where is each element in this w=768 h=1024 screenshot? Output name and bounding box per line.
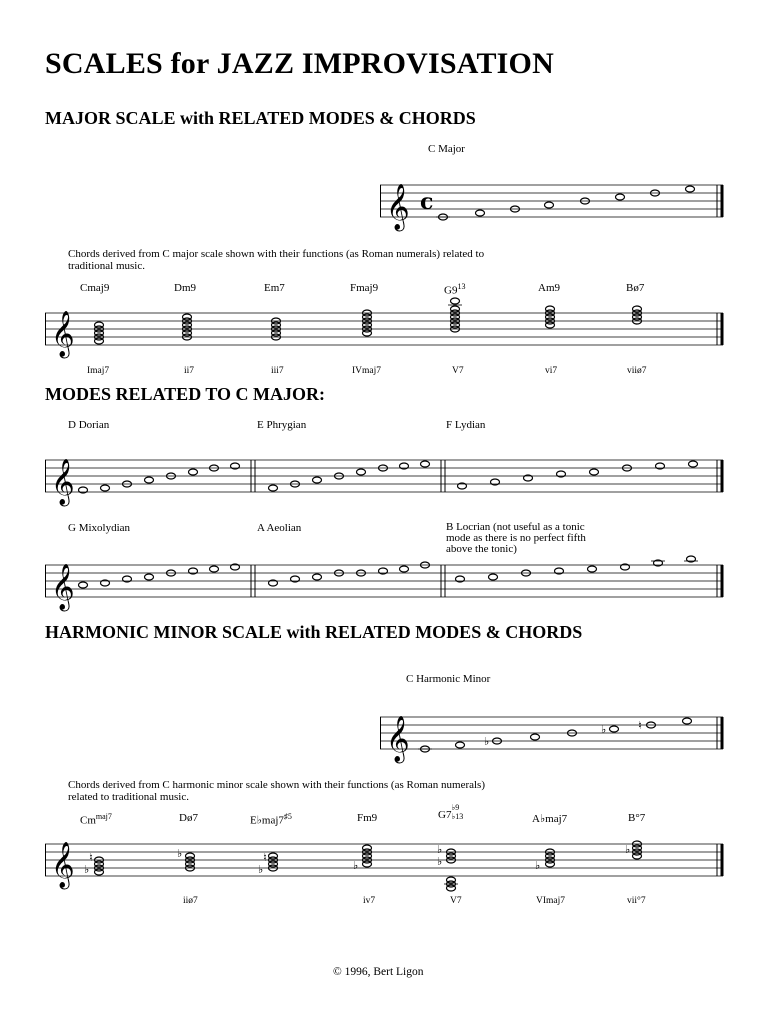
chord-name-extension: maj7 (95, 812, 112, 821)
chord-name: Dø7 (179, 812, 198, 824)
roman-numeral: IVmaj7 (352, 366, 382, 376)
chord-dm9 (183, 314, 192, 340)
roman-numeral: VImaj7 (536, 896, 566, 906)
treble-clef-icon: 𝄞 (386, 716, 410, 762)
b-locrian-notes (456, 556, 699, 582)
chord-name-extension-lower: ♭13 (451, 812, 464, 821)
mode-label-a-aeolian: A Aeolian (257, 522, 302, 534)
g-mixolydian-notes (79, 564, 240, 588)
c-major-scale-label: C Major (428, 143, 465, 155)
chord-name: Fm9 (357, 812, 378, 824)
major-chords-description (68, 248, 558, 272)
c-major-scale-staff (380, 180, 725, 230)
c-harmonic-minor-scale-staff (380, 712, 725, 762)
chord-ebmaj7-sharp5 (258, 851, 278, 876)
treble-clef-icon: 𝄞 (51, 459, 75, 505)
footer-copyright: © 1996, Bert Ligon (333, 966, 424, 978)
svg-text:♭: ♭ (437, 855, 443, 868)
svg-text:♭: ♭ (258, 863, 264, 876)
chord-name: Bø7 (626, 282, 645, 294)
chord-abmaj7 (535, 849, 555, 872)
treble-clef-icon: 𝄞 (386, 184, 410, 230)
chord-name: Cmaj9 (80, 282, 110, 294)
mode-label-g-mixolydian: G Mixolydian (68, 522, 131, 534)
chord-name: B°7 (628, 812, 646, 824)
modes-staff-row-1 (45, 455, 725, 505)
chord-name: Em7 (264, 282, 285, 294)
treble-clef-icon: 𝄞 (51, 842, 75, 888)
flat-icon: ♭ (601, 723, 607, 736)
svg-text:♭: ♭ (177, 847, 183, 860)
chord-name (80, 812, 112, 827)
mode-label-d-dorian: D Dorian (68, 419, 110, 431)
chord-name: Fmaj9 (350, 282, 379, 294)
locrian-line-1: B Locrian (not useful as a tonic (446, 521, 585, 533)
roman-numeral: Imaj7 (87, 366, 110, 376)
locrian-line-3: above the tonic) (446, 543, 517, 555)
locrian-line-2: mode as there is no perfect fifth (446, 532, 586, 544)
common-time-icon: c (420, 189, 434, 215)
chord-name (250, 812, 292, 827)
svg-text:♭: ♭ (84, 863, 90, 876)
major-chords-description-line-1: Chords derived from C major scale shown with their functions (as Roman numerals) related to (68, 248, 485, 260)
roman-numeral: iii7 (271, 366, 284, 376)
chord-name-base: G7 (438, 809, 452, 821)
roman-numeral: ii7 (184, 366, 195, 376)
roman-numeral: iv7 (363, 896, 376, 906)
svg-text:♭: ♭ (535, 859, 541, 872)
svg-text:♭: ♭ (625, 843, 631, 856)
svg-text:♮: ♮ (263, 851, 267, 864)
chord-g9-13 (448, 298, 462, 332)
chord-name-base: E♭maj7 (250, 814, 284, 827)
chord-name (438, 803, 463, 821)
chord-name-extension: 13 (457, 282, 466, 291)
svg-text:♭: ♭ (437, 843, 443, 856)
treble-clef-icon: 𝄞 (51, 311, 75, 357)
roman-numeral: iiø7 (183, 896, 198, 906)
chord-name: A♭maj7 (532, 813, 568, 825)
c-harmonic-minor-scale-label: C Harmonic Minor (406, 673, 491, 685)
chord-cmaj9 (95, 322, 104, 344)
treble-clef-icon: 𝄞 (51, 564, 75, 610)
chord-name-extension: ♯5 (283, 812, 292, 821)
chord-name: Am9 (538, 282, 560, 294)
roman-numeral: V7 (450, 896, 462, 906)
chord-name-base: G9 (444, 284, 458, 297)
major-chords-description-line-2: traditional music. (68, 260, 145, 272)
modes-staff-row-2 (45, 560, 725, 610)
svg-text:♮: ♮ (89, 851, 93, 864)
chord-name-extension-upper: ♭9 (451, 803, 460, 812)
natural-icon: ♮ (638, 719, 642, 732)
f-lydian-notes (458, 461, 698, 489)
chord-g7-b9-b13 (437, 843, 458, 891)
flat-icon: ♭ (484, 735, 490, 748)
harmonic-chords-description-line-2: related to traditional music. (68, 791, 189, 803)
a-aeolian-notes (269, 562, 430, 586)
major-chords-staff (45, 295, 725, 355)
mode-label-b-locrian (446, 522, 586, 555)
chord-cm-maj7 (84, 851, 104, 876)
chord-am9 (546, 306, 555, 328)
page-title: SCALES for JAZZ IMPROVISATION (45, 47, 554, 80)
chord-fmaj9 (363, 310, 372, 336)
mode-label-f-lydian: F Lydian (446, 419, 486, 431)
harmonic-chords-description-line-1: Chords derived from C harmonic minor scale shown with their functions (as Roman numerals) (68, 779, 485, 791)
harmonic-chords-description (68, 779, 558, 803)
major-section-heading: MAJOR SCALE with RELATED MODES & CHORDS (45, 108, 476, 128)
roman-numeral: vii°7 (627, 896, 646, 906)
roman-numeral: viiø7 (627, 366, 647, 376)
chord-name: Dm9 (174, 282, 196, 294)
modes-section-heading: MODES RELATED TO C MAJOR: (45, 384, 326, 404)
roman-numeral: vi7 (545, 366, 558, 376)
harmonic-chords-staff (45, 826, 725, 896)
svg-text:♭: ♭ (353, 859, 359, 872)
d-dorian-notes (79, 463, 240, 493)
chord-dhalfdim7 (177, 847, 195, 871)
roman-numeral: V7 (452, 366, 464, 376)
chord-name-base: Cm (80, 814, 96, 827)
harmonic-minor-section-heading: HARMONIC MINOR SCALE with RELATED MODES & CHORDS (45, 622, 583, 642)
mode-label-e-phrygian: E Phrygian (257, 419, 307, 431)
